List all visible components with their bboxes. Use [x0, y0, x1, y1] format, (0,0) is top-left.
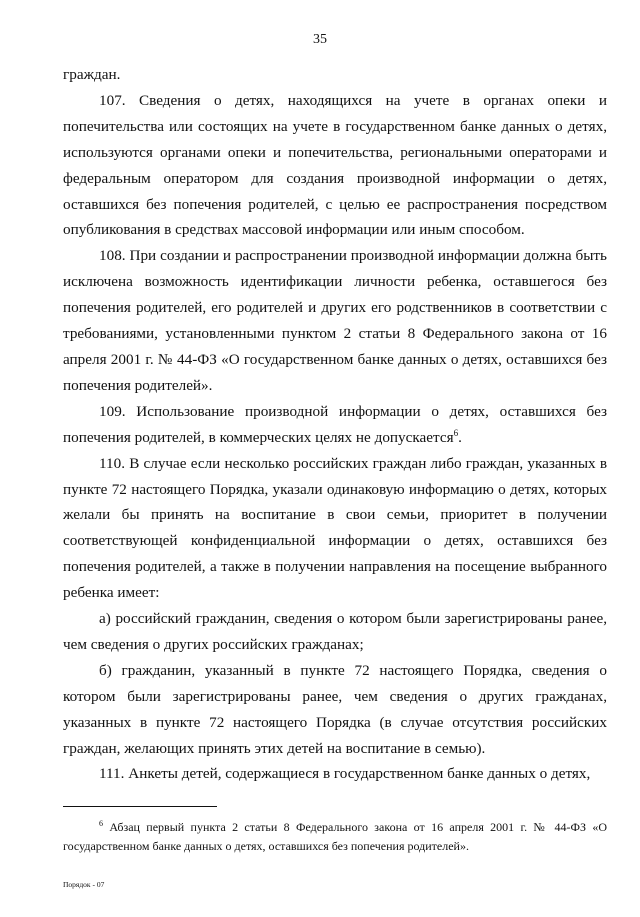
page-number: 35	[313, 32, 327, 47]
paragraph-107: 107. Сведения о детях, находящихся на учете в органах опеки и попечительства или состоящих на учете в государственном банке данных о детях, используются органами опеки и попечительства, региональными операторами и федеральным оператором для создания производной информации о детях, оставшихся без попечения родителей, с целью ее распространения посредством опубликования в средствах массовой информации или иным способом.	[63, 91, 607, 239]
paragraph-110: 110. В случае если несколько российских граждан либо граждан, указанных в пункте 72 настоящего Порядка, указали одинаковую информацию о детях, которых желали бы принять на воспитание в свои семьи, приоритет в получении соответствующей конфиденциальной информации о детях, оставшихся без попечения родителей, а также в получении направления на посещение выбранного ребенка имеет:	[63, 454, 607, 602]
paragraph-109-end: .	[458, 428, 462, 446]
footer-label: Порядок - 07	[63, 880, 105, 889]
footnote	[63, 818, 607, 856]
paragraph-111: 111. Анкеты детей, содержащиеся в государственном банке данных о детях,	[99, 765, 591, 783]
footnote-text: Абзац первый пункта 2 статьи 8 Федерального закона от 16 апреля 2001 г. № 44-ФЗ «О государственном банке данных о детях, оставшихся без попечения родителей».	[63, 820, 607, 853]
paragraph-109	[63, 399, 607, 451]
footnote-reference: 6	[453, 427, 459, 438]
footnote-divider	[63, 806, 217, 807]
paragraph-110-a: а) российский гражданин, сведения о котором были зарегистрированы ранее, чем сведения о других российских гражданах;	[63, 610, 607, 653]
paragraph-continuation: граждан.	[63, 66, 121, 83]
footnote-mark: 6	[99, 819, 103, 828]
paragraph-108: 108. При создании и распространении производной информации должна быть исключена возможность идентификации личности ребенка, оставшегося без попечения родителей, его родителей и других его родственников в соответствии с требованиями, установленными пунктом 2 статьи 8 Федерального закона от 16 апреля 2001 г. № 44-ФЗ «О государственном банке данных о детях, оставшихся без попечения родителей».	[63, 247, 607, 394]
paragraph-109-text: 109. Использование производной информации о детях, оставшихся без попечения родителей, в коммерческих целях не допускается	[63, 402, 607, 446]
body-text	[63, 62, 607, 787]
paragraph-110-b: б) гражданин, указанный в пункте 72 настоящего Порядка, сведения о котором были зарегистрированы ранее, чем сведения о других гражданах, указанных в пункте 72 настоящего Порядка (в случае отсутствия российских граждан, желающих принять этих детей на воспитание в семью).	[63, 661, 607, 757]
